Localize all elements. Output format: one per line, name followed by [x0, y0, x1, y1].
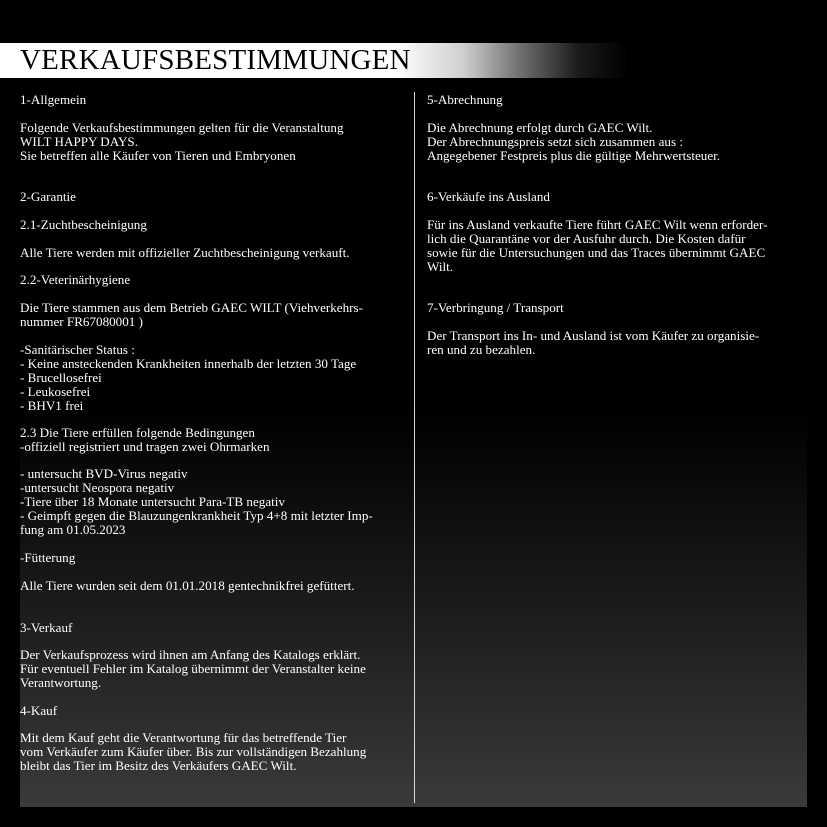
section-text-allgemein: Folgende Verkaufsbestimmungen gelten für die Veranstaltung WILT HAPPY DAYS. Sie betreffen alle Käufer von Tieren und Embryonen: [20, 120, 344, 163]
section-heading-allgemein: 1-Allgemein: [20, 92, 87, 107]
section-text-fuetterung: Alle Tiere wurden seit dem 01.01.2018 gentechnikfrei gefüttert.: [20, 578, 355, 593]
section-text-verkauf: Der Verkaufsprozess wird ihnen am Anfang des Katalogs erklärt. Für eventuell Fehler im Katalog übernimmt der Veranstalter keine Verantwortung.: [20, 647, 366, 690]
section-heading-verkauf: 3-Verkauf: [20, 620, 73, 635]
section-heading-zuchtbescheinigung: 2.1-Zuchtbescheinigung: [20, 217, 147, 232]
section-text-untersuchungen: - untersucht BVD-Virus negativ -untersucht Neospora negativ -Tiere über 18 Monate untersucht Para-TB negativ - Geimpft gegen die Blauzungenkrankheit Typ 4+8 mit letzter Imp- fung am 01.05.2023: [20, 466, 373, 537]
section-text-bedingungen: 2.3 Die Tiere erfüllen folgende Bedingungen -offiziell registriert und tragen zwei Ohrmarken: [20, 425, 270, 454]
section-text-kauf: Mit dem Kauf geht die Verantwortung für das betreffende Tier vom Verkäufer zum Käufer über. Bis zur vollständigen Bezahlung bleibt das Tier im Besitz des Verkäufers GAEC Wilt.: [20, 730, 367, 773]
section-text-zuchtbescheinigung: Alle Tiere werden mit offizieller Zuchtbescheinigung verkauft.: [20, 245, 350, 260]
section-heading-garantie: 2-Garantie: [20, 189, 76, 204]
section-text-sanitaer-status: -Sanitärischer Status : - Keine ansteckenden Krankheiten innerhalb der letzten 30 Tage - Brucellosefrei - Leukosefrei - BHV1 frei: [20, 342, 357, 413]
section-heading-kauf: 4-Kauf: [20, 703, 58, 718]
section-heading-fuetterung: -Fütterung: [20, 550, 76, 565]
section-heading-ausland: 6-Verkäufe ins Ausland: [427, 189, 550, 204]
section-heading-abrechnung: 5-Abrechnung: [427, 92, 503, 107]
section-text-ausland: Für ins Ausland verkaufte Tiere führt GAEC Wilt wenn erforder- lich die Quarantäne vor der Ausfuhr durch. Die Kosten dafür sowie für die Untersuchungen und das Traces übernimmt GAEC Wilt.: [427, 217, 768, 274]
section-heading-transport: 7-Verbringung / Transport: [427, 300, 564, 315]
column-divider: [414, 92, 415, 803]
page-title: VERKAUFSBESTIMMUNGEN: [20, 44, 411, 76]
section-text-abrechnung: Die Abrechnung erfolgt durch GAEC Wilt. Der Abrechnungspreis setzt sich zusammen aus : Angegebener Festpreis plus die gültige Mehrwertsteuer.: [427, 120, 721, 163]
section-text-transport: Der Transport ins In- und Ausland ist vom Käufer zu organisie- ren und zu bezahlen.: [427, 328, 760, 357]
section-text-veterinaerhygiene: Die Tiere stammen aus dem Betrieb GAEC WILT (Viehverkehrs- nummer FR67080001 ): [20, 300, 363, 329]
section-heading-veterinaerhygiene: 2.2-Veterinärhygiene: [20, 272, 131, 287]
